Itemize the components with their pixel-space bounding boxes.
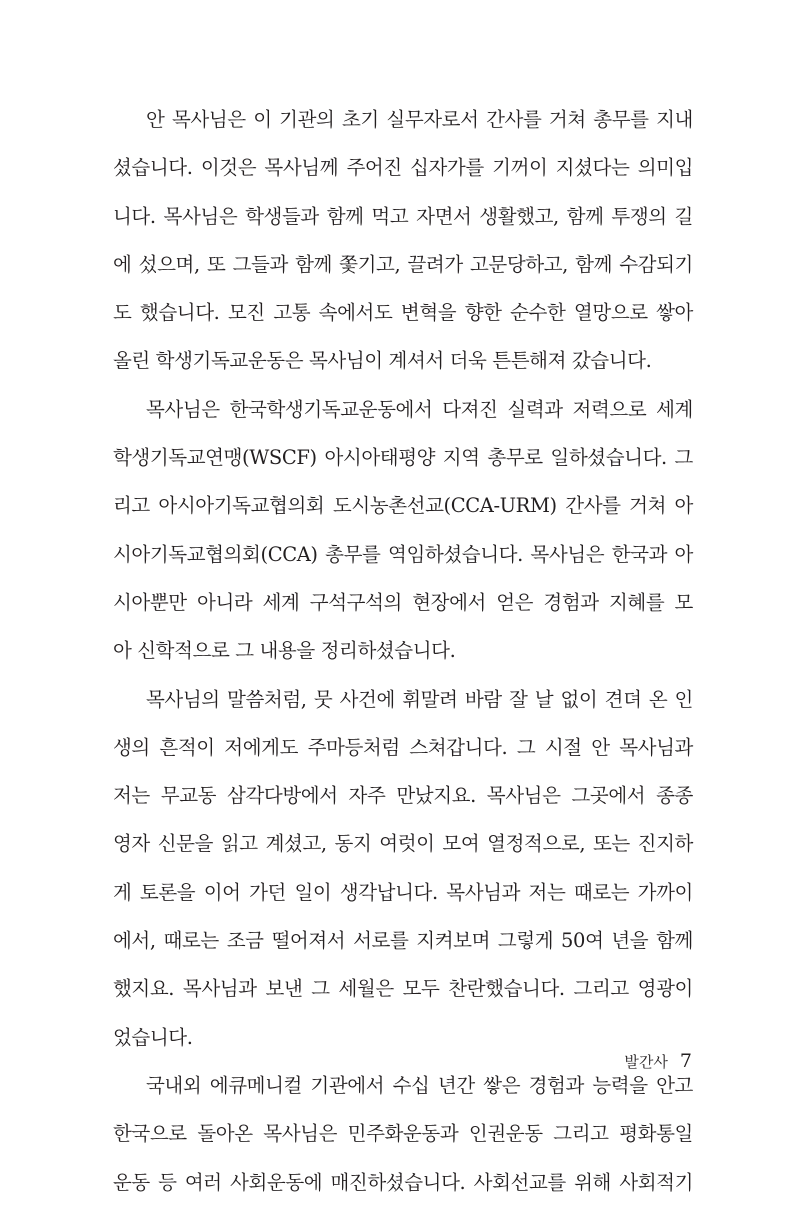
text-line: 학생기독교연맹(WSCF) 아시아태평양 지역 총무로 일하셨습니다. 그 (113, 446, 693, 470)
text-line: 시아뿐만 아니라 세계 구석구석의 현장에서 얻은 경험과 지혜를 모 (113, 590, 693, 614)
text-line: 에서, 때로는 조금 떨어져서 서로를 지켜보며 그렇게 50여 년을 함께 (113, 929, 693, 953)
text-line: 저는 무교동 삼각다방에서 자주 만났지요. 목사님은 그곳에서 종종 (113, 784, 693, 808)
text-line: 목사님은 한국학생기독교운동에서 다져진 실력과 저력으로 세계 (146, 397, 693, 421)
text-line: 었습니다. (113, 1025, 193, 1049)
text-line: 도 했습니다. 모진 고통 속에서도 변혁을 향한 순수한 열망으로 쌓아 (113, 301, 693, 325)
text-line: 영자 신문을 읽고 계셨고, 동지 여럿이 모여 열정적으로, 또는 진지하 (113, 832, 693, 856)
text-line: 했지요. 목사님과 보낸 그 세월은 모두 찬란했습니다. 그리고 영광이 (113, 977, 693, 1001)
body-text (113, 96, 693, 1207)
text-line: 생의 흔적이 저에게도 주마등처럼 스쳐갑니다. 그 시절 안 목사님과 (113, 735, 693, 759)
text-line: 안 목사님은 이 기관의 초기 실무자로서 간사를 거쳐 총무를 지내 (146, 108, 693, 131)
text-line: 운동 등 여러 사회운동에 매진하셨습니다. 사회선교를 위해 사회적기 (113, 1170, 693, 1194)
text-line: 올린 학생기독교운동은 목사님이 계셔서 더욱 튼튼해져 갔습니다. (113, 349, 652, 373)
text-line: 시아기독교협의회(CCA) 총무를 역임하셨습니다. 목사님은 한국과 아 (113, 542, 693, 566)
text-line: 에 섰으며, 또 그들과 함께 쫓기고, 끌려가 고문당하고, 함께 수감되기 (113, 252, 693, 276)
text-line: 목사님의 말씀처럼, 뭇 사건에 휘말려 바람 잘 날 없이 견뎌 온 인 (146, 687, 693, 711)
page-number: 7 (679, 1050, 692, 1072)
text-line: 한국으로 돌아온 목사님은 민주화운동과 인권운동 그리고 평화통일 (113, 1122, 693, 1146)
text-line: 아 신학적으로 그 내용을 정리하셨습니다. (113, 639, 456, 663)
text-line: 니다. 목사님은 학생들과 함께 먹고 자면서 생활했고, 함께 투쟁의 길 (113, 204, 693, 228)
page-footer (624, 1046, 692, 1076)
text-line: 리고 아시아기독교협의회 도시농촌선교(CCA-URM) 간사를 거쳐 아 (113, 494, 693, 518)
section-label: 발간사 (624, 1053, 668, 1071)
text-line: 게 토론을 이어 가던 일이 생각납니다. 목사님과 저는 때로는 가까이 (113, 880, 693, 904)
text-line: 셨습니다. 이것은 목사님께 주어진 십자가를 기꺼이 지셨다는 의미입 (113, 156, 693, 180)
text-line: 국내외 에큐메니컬 기관에서 수십 년간 쌓은 경험과 능력을 안고 (146, 1073, 693, 1097)
